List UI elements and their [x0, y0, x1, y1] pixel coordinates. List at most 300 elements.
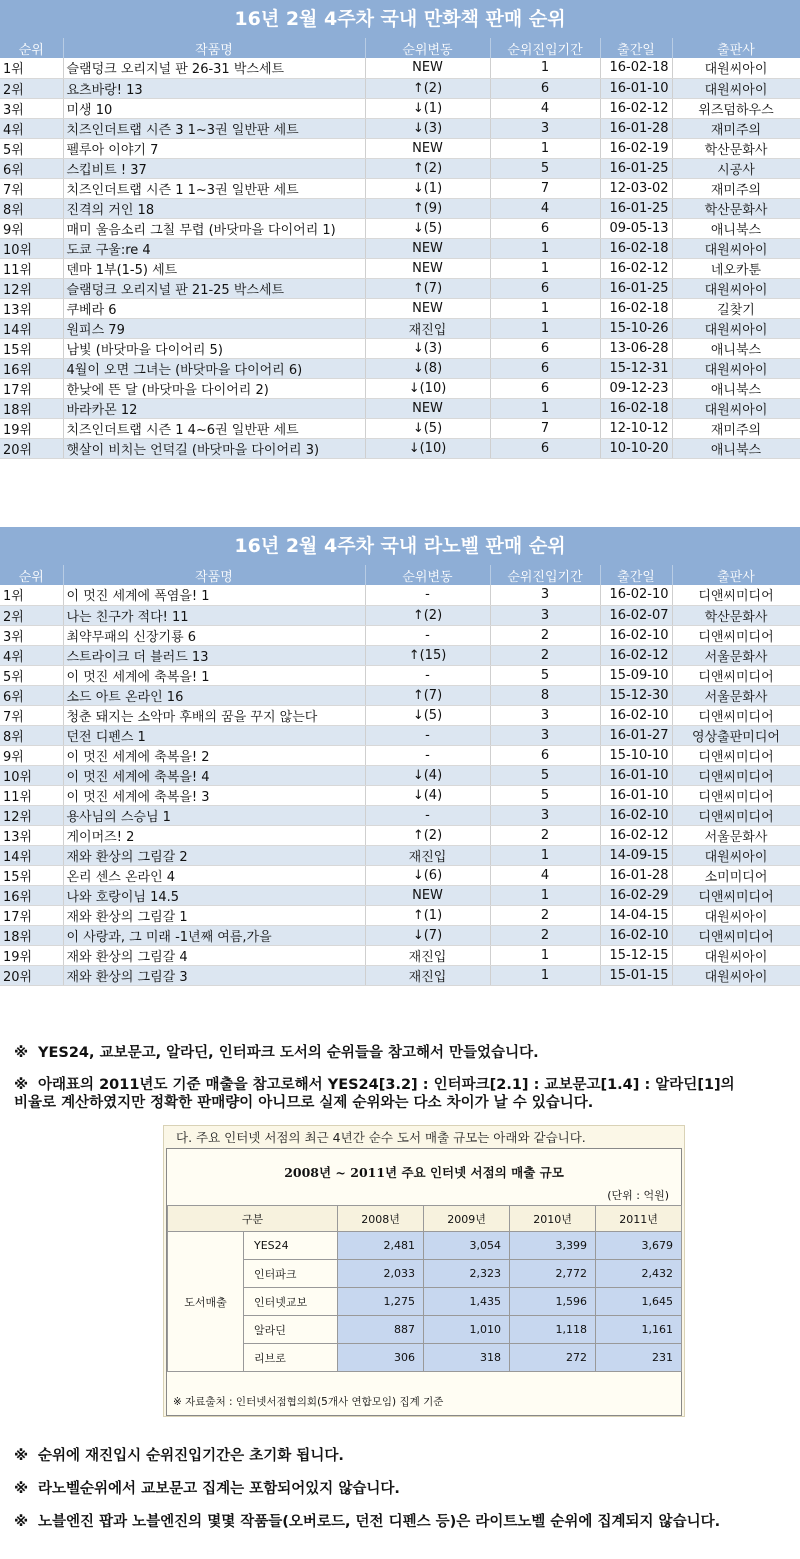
- note-kyobo: [14, 1480, 794, 1498]
- sales-value: 3,399: [510, 1232, 596, 1260]
- title-cell: 진격의 거인 18: [63, 198, 365, 218]
- date-cell: 16-01-28: [600, 118, 672, 138]
- date-cell: 15-12-30: [600, 685, 672, 705]
- title-cell: 치즈인더트랩 시즌 1 1~3권 일반판 세트: [63, 178, 365, 198]
- table-row: [0, 258, 800, 278]
- change-cell: ↓(8): [365, 358, 490, 378]
- publisher-cell: 길찾기: [672, 298, 800, 318]
- table-row: [0, 905, 800, 925]
- sales-header-label: 구분: [168, 1206, 338, 1232]
- change-cell: 재진입: [365, 965, 490, 985]
- publisher-cell: 서울문화사: [672, 645, 800, 665]
- column-header: 순위: [0, 565, 63, 585]
- title-cell: 용사님의 스승님 1: [63, 805, 365, 825]
- publisher-cell: 학산문화사: [672, 138, 800, 158]
- sales-value: 1,275: [338, 1288, 424, 1316]
- change-cell: -: [365, 805, 490, 825]
- date-cell: 09-12-23: [600, 378, 672, 398]
- title-cell: 이 멋진 세계에 축복을! 4: [63, 765, 365, 785]
- change-cell: ↓(4): [365, 785, 490, 805]
- weeks-cell: 1: [490, 945, 600, 965]
- title-cell: 스킵비트 ! 37: [63, 158, 365, 178]
- date-cell: 13-06-28: [600, 338, 672, 358]
- publisher-cell: 재미주의: [672, 118, 800, 138]
- rank-cell: 8위: [0, 198, 63, 218]
- title-cell: 게이머즈! 2: [63, 825, 365, 845]
- weeks-cell: 1: [490, 398, 600, 418]
- change-cell: 재진입: [365, 318, 490, 338]
- note-mark: ※: [14, 1514, 29, 1530]
- change-cell: ↓(1): [365, 98, 490, 118]
- figure-panel: [166, 1148, 682, 1416]
- rank-cell: 7위: [0, 705, 63, 725]
- publisher-cell: 애니북스: [672, 378, 800, 398]
- column-header: 작품명: [63, 565, 365, 585]
- weeks-cell: 5: [490, 665, 600, 685]
- rank-cell: 4위: [0, 645, 63, 665]
- title-cell: 이 멋진 세계에 폭염을! 1: [63, 585, 365, 605]
- publisher-cell: 대원씨아이: [672, 945, 800, 965]
- table-row: [0, 745, 800, 765]
- rank-cell: 20위: [0, 965, 63, 985]
- date-cell: 16-01-28: [600, 865, 672, 885]
- change-cell: ↓(1): [365, 178, 490, 198]
- publisher-cell: 디앤씨미디어: [672, 665, 800, 685]
- date-cell: 16-02-12: [600, 98, 672, 118]
- title-cell: 이 멋진 세계에 축복을! 3: [63, 785, 365, 805]
- rank-cell: 2위: [0, 78, 63, 98]
- publisher-cell: 애니북스: [672, 338, 800, 358]
- rank-cell: 3위: [0, 625, 63, 645]
- date-cell: 16-01-10: [600, 765, 672, 785]
- sales-header-row: [168, 1206, 682, 1232]
- publisher-cell: 디앤씨미디어: [672, 625, 800, 645]
- rank-cell: 17위: [0, 905, 63, 925]
- table-row: [0, 58, 800, 78]
- date-cell: 16-01-10: [600, 785, 672, 805]
- table-row: [0, 885, 800, 905]
- manga-ranking-table: [0, 38, 800, 459]
- rank-cell: 16위: [0, 358, 63, 378]
- novel-ranking-rows: [0, 585, 800, 985]
- rank-cell: 11위: [0, 785, 63, 805]
- weeks-cell: 7: [490, 418, 600, 438]
- table-row: [0, 825, 800, 845]
- date-cell: 16-02-10: [600, 805, 672, 825]
- date-cell: 12-10-12: [600, 418, 672, 438]
- title-cell: 슬램덩크 오리지널 판 21-25 박스세트: [63, 278, 365, 298]
- publisher-cell: 네오카툰: [672, 258, 800, 278]
- rank-cell: 6위: [0, 158, 63, 178]
- publisher-cell: 대원씨아이: [672, 398, 800, 418]
- manga-ranking-title: 16년 2월 4주차 국내 만화책 판매 순위: [0, 0, 800, 38]
- date-cell: 16-01-25: [600, 198, 672, 218]
- rank-cell: 6위: [0, 685, 63, 705]
- title-cell: 이 멋진 세계에 축복을! 2: [63, 745, 365, 765]
- weeks-cell: 3: [490, 605, 600, 625]
- note-text: 아래표의 2011년도 기준 매출을 참고로해서 YES24[3.2] : 인터파크[2.1] : 교보문고[1.4] : 알라딘[1]의: [38, 1077, 735, 1093]
- weeks-cell: 6: [490, 358, 600, 378]
- change-cell: ↑(9): [365, 198, 490, 218]
- change-cell: ↑(7): [365, 278, 490, 298]
- publisher-cell: 대원씨아이: [672, 845, 800, 865]
- weeks-cell: 6: [490, 78, 600, 98]
- change-cell: ↓(6): [365, 865, 490, 885]
- title-cell: 매미 울음소리 그칠 무렵 (바닷마을 다이어리 1): [63, 218, 365, 238]
- title-cell: 쿠베라 6: [63, 298, 365, 318]
- title-cell: 덴마 1부(1-5) 세트: [63, 258, 365, 278]
- publisher-cell: 디앤씨미디어: [672, 705, 800, 725]
- table-row: [0, 925, 800, 945]
- date-cell: 12-03-02: [600, 178, 672, 198]
- sales-value: 2,772: [510, 1260, 596, 1288]
- weeks-cell: 6: [490, 278, 600, 298]
- date-cell: 10-10-20: [600, 438, 672, 458]
- change-cell: -: [365, 665, 490, 685]
- title-cell: 요츠바랑! 13: [63, 78, 365, 98]
- novel-ranking-title: 16년 2월 4주차 국내 라노벨 판매 순위: [0, 527, 800, 565]
- change-cell: 재진입: [365, 845, 490, 865]
- rank-cell: 8위: [0, 725, 63, 745]
- note-novelengine: [14, 1513, 794, 1531]
- weeks-cell: 6: [490, 438, 600, 458]
- publisher-cell: 영상출판미디어: [672, 725, 800, 745]
- weeks-cell: 6: [490, 745, 600, 765]
- weeks-cell: 1: [490, 258, 600, 278]
- sales-value: 3,679: [596, 1232, 682, 1260]
- table-row: [0, 625, 800, 645]
- rank-cell: 3위: [0, 98, 63, 118]
- rank-cell: 19위: [0, 418, 63, 438]
- weeks-cell: 6: [490, 338, 600, 358]
- weeks-cell: 2: [490, 625, 600, 645]
- sales-value: 3,054: [424, 1232, 510, 1260]
- title-cell: 던전 디펜스 1: [63, 725, 365, 745]
- change-cell: ↑(7): [365, 685, 490, 705]
- table-row: [0, 398, 800, 418]
- date-cell: 16-02-18: [600, 298, 672, 318]
- rank-cell: 19위: [0, 945, 63, 965]
- title-cell: 청춘 돼지는 소악마 후배의 꿈을 꾸지 않는다: [63, 705, 365, 725]
- sales-value: 306: [338, 1344, 424, 1372]
- sales-row: [168, 1344, 682, 1372]
- sales-year-header: 2010년: [510, 1206, 596, 1232]
- note-text: YES24, 교보문고, 알라딘, 인터파크 도서의 순위들을 참고해서 만들었습니다.: [38, 1045, 539, 1061]
- sales-year-header: 2008년: [338, 1206, 424, 1232]
- sales-row: [168, 1316, 682, 1344]
- column-header: 순위진입기간: [490, 38, 600, 58]
- title-cell: 슬램덩크 오리지널 판 26-31 박스세트: [63, 58, 365, 78]
- change-cell: ↓(5): [365, 705, 490, 725]
- change-cell: -: [365, 725, 490, 745]
- date-cell: 16-02-12: [600, 258, 672, 278]
- title-cell: 치즈인더트랩 시즌 3 1~3권 일반판 세트: [63, 118, 365, 138]
- note-text: 라노벨순위에서 교보문고 집계는 포함되어있지 않습니다.: [38, 1481, 400, 1497]
- weeks-cell: 5: [490, 765, 600, 785]
- title-cell: 미생 10: [63, 98, 365, 118]
- date-cell: 15-12-31: [600, 358, 672, 378]
- weeks-cell: 1: [490, 318, 600, 338]
- publisher-cell: 대원씨아이: [672, 58, 800, 78]
- title-cell: 이 멋진 세계에 축복을! 1: [63, 665, 365, 685]
- column-header: 순위변동: [365, 565, 490, 585]
- table-row: [0, 198, 800, 218]
- table-row: [0, 358, 800, 378]
- change-cell: ↓(4): [365, 765, 490, 785]
- sales-value: 1,161: [596, 1316, 682, 1344]
- table-row: [0, 418, 800, 438]
- weeks-cell: 4: [490, 98, 600, 118]
- title-cell: 한낮에 뜬 달 (바닷마을 다이어리 2): [63, 378, 365, 398]
- weeks-cell: 7: [490, 178, 600, 198]
- date-cell: 16-02-10: [600, 925, 672, 945]
- publisher-cell: 대원씨아이: [672, 238, 800, 258]
- sales-value: 231: [596, 1344, 682, 1372]
- weeks-cell: 1: [490, 58, 600, 78]
- title-cell: 남빛 (바닷마을 다이어리 5): [63, 338, 365, 358]
- table-row: [0, 138, 800, 158]
- sales-value: 318: [424, 1344, 510, 1372]
- date-cell: 15-12-15: [600, 945, 672, 965]
- sales-value: 1,118: [510, 1316, 596, 1344]
- weeks-cell: 3: [490, 705, 600, 725]
- title-cell: 재와 환상의 그림갈 4: [63, 945, 365, 965]
- title-cell: 재와 환상의 그림갈 2: [63, 845, 365, 865]
- publisher-cell: 시공사: [672, 158, 800, 178]
- sales-value: 2,033: [338, 1260, 424, 1288]
- change-cell: ↓(10): [365, 378, 490, 398]
- publisher-cell: 소미미디어: [672, 865, 800, 885]
- title-cell: 원피스 79: [63, 318, 365, 338]
- sales-value: 1,010: [424, 1316, 510, 1344]
- rank-cell: 9위: [0, 218, 63, 238]
- change-cell: NEW: [365, 138, 490, 158]
- table-row: [0, 118, 800, 138]
- rank-cell: 12위: [0, 805, 63, 825]
- date-cell: 15-10-10: [600, 745, 672, 765]
- bookstore-sales-figure: [163, 1125, 685, 1417]
- title-cell: 펠루아 이야기 7: [63, 138, 365, 158]
- publisher-cell: 서울문화사: [672, 825, 800, 845]
- table-row: [0, 765, 800, 785]
- column-header: 순위변동: [365, 38, 490, 58]
- sales-rows: [168, 1232, 682, 1372]
- date-cell: 16-02-18: [600, 398, 672, 418]
- publisher-cell: 애니북스: [672, 218, 800, 238]
- sales-row: [168, 1288, 682, 1316]
- rank-cell: 16위: [0, 885, 63, 905]
- title-cell: 도쿄 구울:re 4: [63, 238, 365, 258]
- note-ratio-cont: [14, 1094, 794, 1112]
- date-cell: 09-05-13: [600, 218, 672, 238]
- sales-year-header: 2011년: [596, 1206, 682, 1232]
- weeks-cell: 1: [490, 885, 600, 905]
- rank-cell: 9위: [0, 745, 63, 765]
- title-cell: 이 사랑과, 그 미래 -1년째 여름,가을: [63, 925, 365, 945]
- table-row: [0, 605, 800, 625]
- table-row: [0, 665, 800, 685]
- change-cell: ↓(5): [365, 218, 490, 238]
- title-cell: 바라카몬 12: [63, 398, 365, 418]
- date-cell: 16-01-10: [600, 78, 672, 98]
- weeks-cell: 3: [490, 725, 600, 745]
- publisher-cell: 대원씨아이: [672, 965, 800, 985]
- weeks-cell: 3: [490, 118, 600, 138]
- rank-cell: 5위: [0, 138, 63, 158]
- table-row: [0, 98, 800, 118]
- weeks-cell: 1: [490, 298, 600, 318]
- rank-cell: 13위: [0, 825, 63, 845]
- change-cell: ↑(2): [365, 158, 490, 178]
- rank-cell: 20위: [0, 438, 63, 458]
- rank-cell: 7위: [0, 178, 63, 198]
- rank-cell: 13위: [0, 298, 63, 318]
- date-cell: 16-01-27: [600, 725, 672, 745]
- weeks-cell: 1: [490, 965, 600, 985]
- publisher-cell: 대원씨아이: [672, 78, 800, 98]
- weeks-cell: 5: [490, 158, 600, 178]
- table-row: [0, 705, 800, 725]
- manga-ranking-rows: [0, 58, 800, 458]
- note-text: 순위에 재진입시 순위진입기간은 초기화 됩니다.: [38, 1448, 344, 1464]
- table-row: [0, 965, 800, 985]
- table-header-row: [0, 565, 800, 585]
- sales-value: 1,435: [424, 1288, 510, 1316]
- weeks-cell: 8: [490, 685, 600, 705]
- table-row: [0, 685, 800, 705]
- weeks-cell: 5: [490, 785, 600, 805]
- publisher-cell: 디앤씨미디어: [672, 925, 800, 945]
- rank-cell: 10위: [0, 765, 63, 785]
- rank-cell: 1위: [0, 58, 63, 78]
- table-row: [0, 805, 800, 825]
- table-row: [0, 338, 800, 358]
- table-row: [0, 178, 800, 198]
- table-row: [0, 278, 800, 298]
- change-cell: NEW: [365, 258, 490, 278]
- publisher-cell: 대원씨아이: [672, 905, 800, 925]
- publisher-cell: 재미주의: [672, 178, 800, 198]
- table-row: [0, 438, 800, 458]
- table-row: [0, 218, 800, 238]
- publisher-cell: 대원씨아이: [672, 318, 800, 338]
- change-cell: ↑(2): [365, 825, 490, 845]
- sales-value: 2,481: [338, 1232, 424, 1260]
- table-row: [0, 725, 800, 745]
- sales-value: 272: [510, 1344, 596, 1372]
- publisher-cell: 디앤씨미디어: [672, 585, 800, 605]
- rank-cell: 15위: [0, 338, 63, 358]
- note-reentry: [14, 1447, 794, 1465]
- bookstore-name: 인터파크: [244, 1260, 338, 1288]
- publisher-cell: 대원씨아이: [672, 278, 800, 298]
- title-cell: 4월이 오면 그녀는 (바닷마을 다이어리 6): [63, 358, 365, 378]
- change-cell: ↓(3): [365, 338, 490, 358]
- figure-caption: 다. 주요 인터넷 서점의 최근 4년간 순수 도서 매출 규모는 아래와 같습니다.: [176, 1130, 586, 1145]
- bookstore-name: YES24: [244, 1232, 338, 1260]
- rank-cell: 4위: [0, 118, 63, 138]
- date-cell: 16-01-25: [600, 278, 672, 298]
- manga-ranking-section: [0, 0, 800, 459]
- publisher-cell: 재미주의: [672, 418, 800, 438]
- date-cell: 16-02-18: [600, 58, 672, 78]
- change-cell: ↑(1): [365, 905, 490, 925]
- sales-value: 2,323: [424, 1260, 510, 1288]
- bookstore-name: 리브로: [244, 1344, 338, 1372]
- publisher-cell: 디앤씨미디어: [672, 765, 800, 785]
- change-cell: NEW: [365, 885, 490, 905]
- change-cell: NEW: [365, 298, 490, 318]
- weeks-cell: 2: [490, 825, 600, 845]
- publisher-cell: 학산문화사: [672, 605, 800, 625]
- weeks-cell: 6: [490, 218, 600, 238]
- table-row: [0, 645, 800, 665]
- figure-unit: (단위 : 억원): [607, 1189, 669, 1202]
- column-header: 출간일: [600, 38, 672, 58]
- table-row: [0, 945, 800, 965]
- change-cell: -: [365, 625, 490, 645]
- publisher-cell: 학산문화사: [672, 198, 800, 218]
- sales-year-header: 2009년: [424, 1206, 510, 1232]
- change-cell: ↓(3): [365, 118, 490, 138]
- novel-ranking-table: [0, 565, 800, 986]
- change-cell: NEW: [365, 238, 490, 258]
- date-cell: 14-04-15: [600, 905, 672, 925]
- weeks-cell: 2: [490, 905, 600, 925]
- table-row: [0, 785, 800, 805]
- date-cell: 16-02-19: [600, 138, 672, 158]
- publisher-cell: 디앤씨미디어: [672, 745, 800, 765]
- date-cell: 14-09-15: [600, 845, 672, 865]
- date-cell: 15-10-26: [600, 318, 672, 338]
- rank-cell: 5위: [0, 665, 63, 685]
- weeks-cell: 1: [490, 238, 600, 258]
- rank-cell: 2위: [0, 605, 63, 625]
- date-cell: 16-01-25: [600, 158, 672, 178]
- date-cell: 16-02-10: [600, 705, 672, 725]
- change-cell: NEW: [365, 58, 490, 78]
- rank-cell: 12위: [0, 278, 63, 298]
- change-cell: 재진입: [365, 945, 490, 965]
- figure-source: ※ 자료출처 : 인터넷서점협의회(5개사 연합모임) 집계 기준: [173, 1396, 444, 1408]
- table-row: [0, 585, 800, 605]
- sales-value: 887: [338, 1316, 424, 1344]
- sales-row: [168, 1232, 682, 1260]
- title-cell: 나와 호랑이님 14.5: [63, 885, 365, 905]
- title-cell: 치즈인더트랩 시즌 1 4~6권 일반판 세트: [63, 418, 365, 438]
- rank-cell: 15위: [0, 865, 63, 885]
- title-cell: 최약무패의 신장기룡 6: [63, 625, 365, 645]
- column-header: 출판사: [672, 38, 800, 58]
- change-cell: ↓(5): [365, 418, 490, 438]
- note-text: 비율로 계산하였지만 정확한 판매량이 아니므로 실제 순위와는 다소 차이가 날 수 있습니다.: [14, 1095, 594, 1111]
- table-row: [0, 865, 800, 885]
- weeks-cell: 3: [490, 805, 600, 825]
- rank-cell: 10위: [0, 238, 63, 258]
- date-cell: 16-02-12: [600, 645, 672, 665]
- bookstore-name: 알라딘: [244, 1316, 338, 1344]
- sales-value: 1,596: [510, 1288, 596, 1316]
- title-cell: 재와 환상의 그림갈 1: [63, 905, 365, 925]
- date-cell: 16-02-29: [600, 885, 672, 905]
- note-sources: [14, 1044, 794, 1062]
- date-cell: 15-01-15: [600, 965, 672, 985]
- sales-row: [168, 1260, 682, 1288]
- title-cell: 나는 친구가 적다! 11: [63, 605, 365, 625]
- weeks-cell: 1: [490, 845, 600, 865]
- note-text: 노블엔진 팝과 노블엔진의 몇몇 작품들(오버로드, 던전 디펜스 등)은 라이트노벨 순위에 집계되지 않습니다.: [38, 1514, 721, 1530]
- rank-cell: 14위: [0, 845, 63, 865]
